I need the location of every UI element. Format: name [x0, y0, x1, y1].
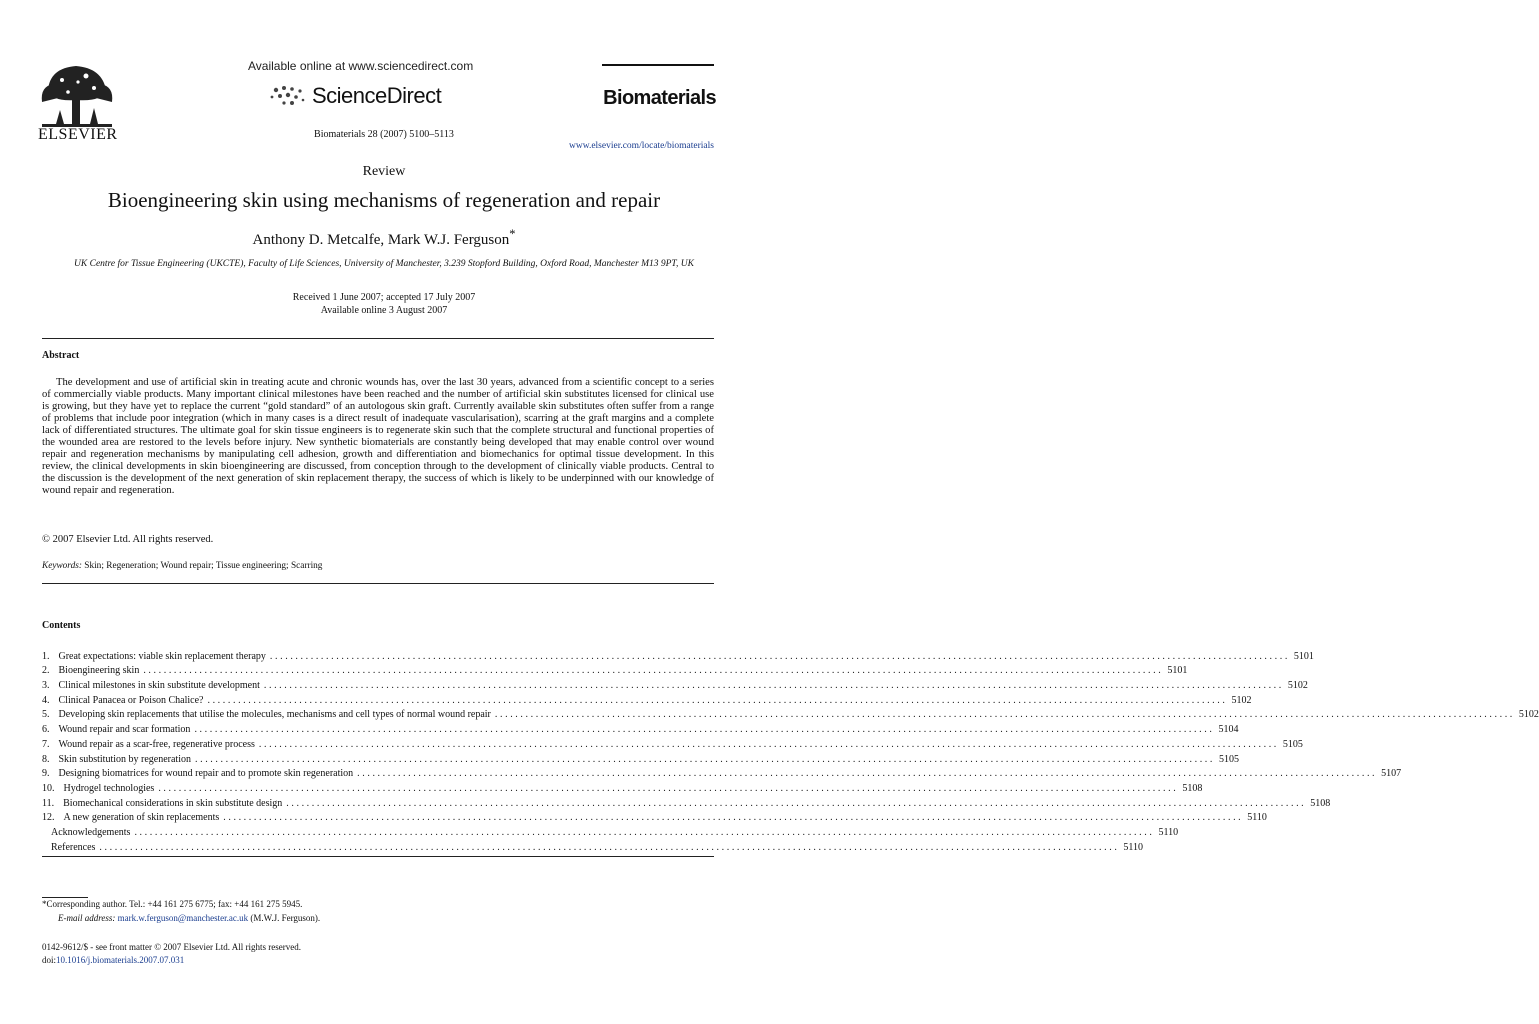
- available-online-date: Available online 3 August 2007: [320, 305, 448, 316]
- journal-name: Biomaterials: [603, 87, 716, 109]
- toc-leader-dots: ........................................................................................................................................................................................................: [286, 797, 1307, 809]
- toc-leader-dots: ........................................................................................................................................................................................................: [494, 709, 1515, 721]
- journal-reference: Biomaterials 28 (2007) 5100–5113: [314, 129, 454, 140]
- abstract-body: The development and use of artificial skin in treating acute and chronic wounds has, over the last 30 years, advanced from a scientific concept to a series of commercially viable products. Many important clinical milestones have been reached and the number of artificial skin substitutes licensed for clinical use is growing, but they have yet to replace the current “gold standard” of an autologous skin graft. Currently available skin substitutes often suffer from a range of problems that include poor integration (which in many cases is a direct result of inadequate vascularisation), scarring at the graft margins and a complete lack of differentiated structures. The ultimate goal for skin tissue engineers is to regenerate skin such that the complete structural and functional properties of the wounded area are restored to the levels before injury. New synthetic biomaterials are constantly being developed that may enable control over wound repair and regeneration mechanisms by manipulating cell adhesion, growth and differentiation and biomechanics for optimal tissue development. In this review, the clinical developments in skin bioengineering are discussed, from conception through to the development of clinically viable products. Central to the discussion is the development of the next generation of skin replacement therapy, the success of which is likely to be underpinned with our knowledge of wound repair and regeneration.: [42, 377, 714, 497]
- toc-number: 8.: [42, 753, 50, 765]
- sciencedirect-wordmark: ScienceDirect: [312, 83, 442, 108]
- toc-page-number: 5102: [1287, 680, 1308, 692]
- toc-number: 3.: [42, 680, 50, 692]
- email-suffix: (M.W.J. Ferguson).: [250, 913, 321, 923]
- toc-title[interactable]: Acknowledgements: [51, 826, 131, 838]
- toc-row[interactable]: [42, 824, 1179, 839]
- toc-row[interactable]: [42, 780, 1203, 795]
- email-link[interactable]: mark.w.ferguson@manchester.ac.uk: [117, 913, 249, 923]
- toc-page-number: 5101: [1293, 650, 1314, 662]
- toc-title[interactable]: Skin substitution by regeneration: [58, 753, 191, 765]
- corresponding-author-mark[interactable]: *: [509, 227, 516, 241]
- toc-leader-dots: ........................................................................................................................................................................................................: [263, 680, 1284, 692]
- toc-leader-dots: ........................................................................................................................................................................................................: [195, 753, 1215, 765]
- toc-number: 7.: [42, 738, 50, 750]
- contents-bottom-divider: [42, 856, 714, 857]
- toc-number: 11.: [42, 797, 55, 809]
- toc-row[interactable]: [42, 751, 1239, 766]
- abstract-top-divider: [42, 338, 714, 339]
- toc-page-number: 5110: [1158, 826, 1179, 838]
- toc-title[interactable]: Clinical Panacea or Poison Chalice?: [58, 694, 204, 706]
- author-names: Anthony D. Metcalfe, Mark W.J. Ferguson: [252, 232, 510, 248]
- keywords: [42, 561, 322, 571]
- received-accepted-dates: Received 1 June 2007; accepted 17 July 2007: [292, 292, 476, 303]
- keywords-list: Skin; Regeneration; Wound repair; Tissue engineering; Scarring: [84, 561, 323, 571]
- contents-top-divider: [42, 583, 714, 584]
- toc-title[interactable]: Bioengineering skin: [58, 665, 140, 677]
- toc-title[interactable]: Wound repair and scar formation: [58, 724, 191, 736]
- toc-number: 9.: [42, 768, 50, 780]
- toc-leader-dots: ........................................................................................................................................................................................................: [269, 650, 1290, 662]
- abstract-heading: Abstract: [42, 350, 80, 361]
- toc-title[interactable]: Biomechanical considerations in skin substitute design: [63, 797, 283, 809]
- toc-row[interactable]: [42, 677, 1308, 692]
- doi-line: [42, 955, 184, 965]
- footnote-rule: [42, 897, 88, 898]
- toc-row[interactable]: [42, 736, 1303, 751]
- publisher-name: ELSEVIER: [38, 126, 118, 143]
- toc-page-number: 5108: [1310, 797, 1331, 809]
- toc-row[interactable]: [42, 795, 1331, 810]
- issn-copyright: 0142-9612/$ - see front matter © 2007 Elsevier Ltd. All rights reserved.: [42, 942, 302, 952]
- toc-leader-dots: ........................................................................................................................................................................................................: [158, 782, 1179, 794]
- toc-row[interactable]: [42, 839, 1144, 854]
- toc-leader-dots: ........................................................................................................................................................................................................: [134, 826, 1155, 838]
- toc-row[interactable]: [42, 707, 1539, 722]
- toc-leader-dots: ........................................................................................................................................................................................................: [99, 841, 1120, 853]
- toc-page-number: 5110: [1123, 841, 1144, 853]
- toc-number: 6.: [42, 724, 50, 736]
- contents-heading: Contents: [42, 620, 81, 631]
- doi-label: doi:: [42, 955, 57, 965]
- available-online-text: Available online at www.sciencedirect.com: [248, 59, 474, 73]
- journal-url-link[interactable]: www.elsevier.com/locate/biomaterials: [568, 141, 714, 151]
- toc-page-number: 5101: [1167, 665, 1188, 677]
- email-note: [58, 913, 320, 923]
- toc-page-number: 5108: [1182, 782, 1203, 794]
- toc-title[interactable]: Wound repair as a scar-free, regenerative process: [58, 738, 255, 750]
- toc-title[interactable]: Clinical milestones in skin substitute development: [58, 680, 260, 692]
- toc-number: 10.: [42, 782, 55, 794]
- toc-row[interactable]: [42, 810, 1267, 825]
- toc-number: 5.: [42, 709, 50, 721]
- article-dates: [0, 291, 768, 317]
- toc-leader-dots: ........................................................................................................................................................................................................: [143, 665, 1164, 677]
- toc-page-number: 5105: [1219, 753, 1239, 765]
- toc-leader-dots: ........................................................................................................................................................................................................: [357, 768, 1378, 780]
- toc-row[interactable]: [42, 692, 1252, 707]
- toc-row[interactable]: [42, 663, 1188, 678]
- toc-row[interactable]: [42, 721, 1239, 736]
- header-rule: [602, 64, 714, 66]
- toc-page-number: 5107: [1381, 768, 1402, 780]
- toc-title[interactable]: Designing biomatrices for wound repair and to promote skin regeneration: [58, 768, 354, 780]
- toc-page-number: 5102: [1231, 694, 1252, 706]
- toc-page-number: 5102: [1518, 709, 1539, 721]
- toc-leader-dots: ........................................................................................................................................................................................................: [258, 738, 1279, 750]
- toc-leader-dots: ........................................................................................................................................................................................................: [207, 694, 1228, 706]
- toc-title[interactable]: References: [51, 841, 96, 853]
- toc-title[interactable]: Great expectations: viable skin replacement therapy: [58, 650, 266, 662]
- toc-title[interactable]: A new generation of skin replacements: [63, 812, 220, 824]
- toc-title[interactable]: Hydrogel technologies: [63, 782, 155, 794]
- toc-title[interactable]: Developing skin replacements that utilise the molecules, mechanisms and cell types of normal wound repair: [58, 709, 491, 721]
- email-label: E-mail address:: [58, 913, 116, 923]
- author-affiliation: UK Centre for Tissue Engineering (UKCTE), Faculty of Life Sciences, University of Manchester, 3.239 Stopford Building, Oxford Road, Manchester M13 9PT, UK: [74, 259, 694, 269]
- toc-number: 1.: [42, 650, 50, 662]
- toc-number: 2.: [42, 665, 50, 677]
- toc-row[interactable]: [42, 766, 1402, 781]
- table-of-contents: [42, 648, 1539, 854]
- toc-leader-dots: ........................................................................................................................................................................................................: [223, 812, 1244, 824]
- keywords-label: Keywords:: [42, 561, 82, 571]
- toc-page-number: 5110: [1247, 812, 1267, 824]
- toc-number: 4.: [42, 694, 50, 706]
- article-title: Bioengineering skin using mechanisms of regeneration and repair: [107, 188, 661, 212]
- toc-page-number: 5105: [1282, 738, 1303, 750]
- article-authors: [0, 227, 768, 249]
- toc-row[interactable]: [42, 648, 1314, 663]
- toc-page-number: 5104: [1218, 724, 1239, 736]
- doi-link[interactable]: 10.1016/j.biomaterials.2007.07.031: [56, 955, 185, 965]
- toc-number: 12.: [42, 812, 55, 824]
- toc-leader-dots: ........................................................................................................................................................................................................: [194, 724, 1215, 736]
- abstract-copyright: © 2007 Elsevier Ltd. All rights reserved.: [42, 534, 214, 545]
- article-type: Review: [362, 164, 406, 179]
- corresponding-author-note: *Corresponding author. Tel.: +44 161 275 6775; fax: +44 161 275 5945.: [42, 899, 303, 909]
- sciencedirect-dots-icon: [268, 84, 308, 108]
